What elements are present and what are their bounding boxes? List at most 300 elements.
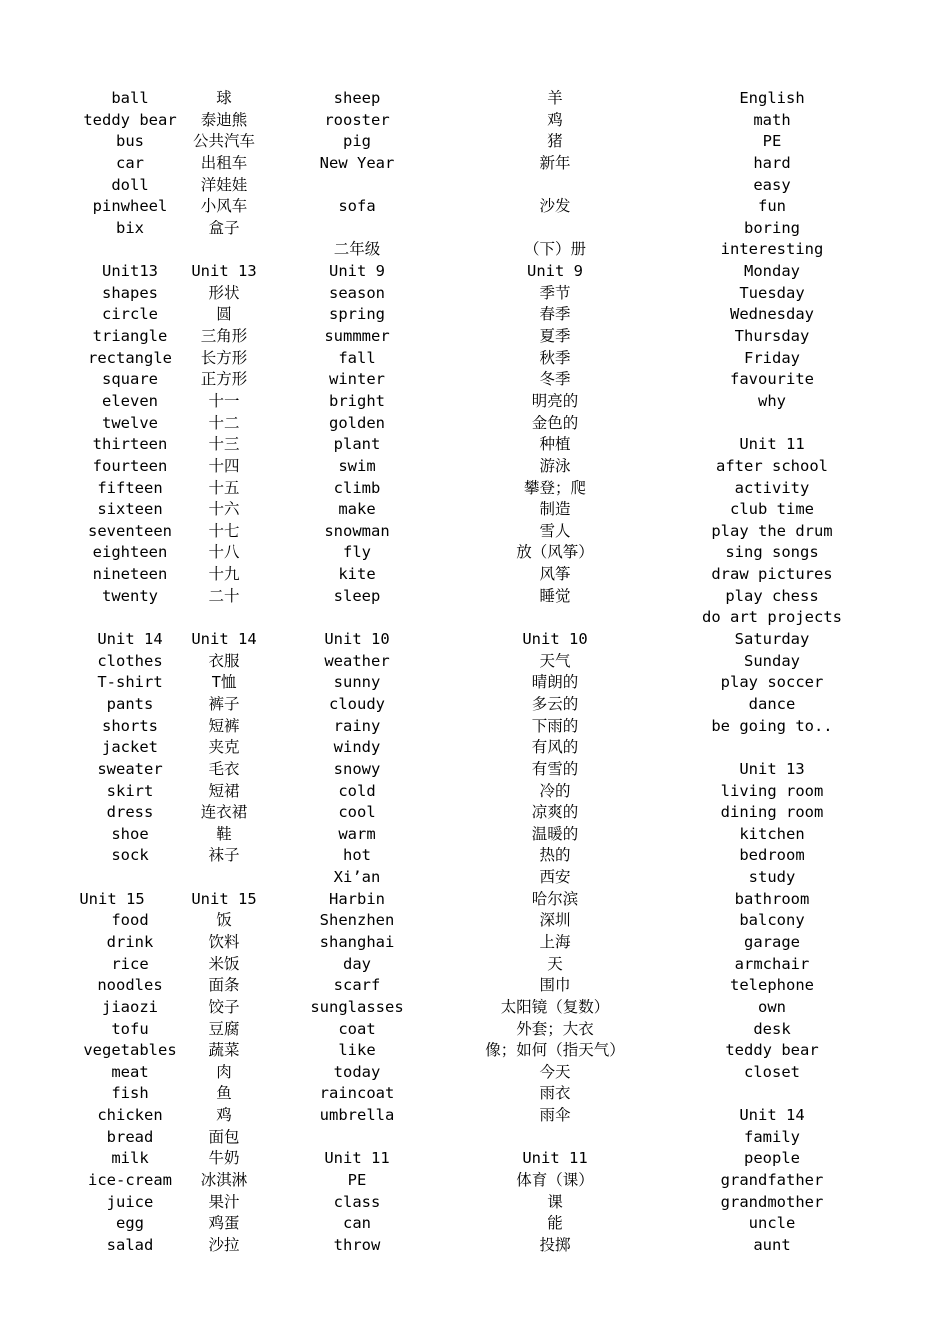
chinese-meaning-cell: 种植 (539, 435, 571, 454)
chinese-meaning-cell: 夏季 (539, 327, 571, 346)
english-word-cell: coat (338, 1019, 376, 1038)
english-word-cell (282, 1127, 432, 1149)
english-word-cell: triangle (92, 327, 168, 346)
english-word-cell: pants (106, 694, 154, 713)
english-word-cell: plant (333, 435, 381, 454)
chinese-meaning-cell: 袜子 (208, 846, 240, 865)
chinese-meaning-cell: 体育（课） (516, 1171, 594, 1190)
english-word-cell: meat (111, 1062, 149, 1081)
english-word-cell: egg (116, 1214, 144, 1233)
table-row (0, 1170, 950, 1192)
chinese-meaning-cell: Unit 9 (527, 262, 583, 281)
english-word-cell: hard (753, 153, 791, 172)
chinese-meaning-cell: 果汁 (208, 1192, 240, 1211)
chinese-meaning-cell: 睡觉 (539, 586, 571, 605)
chinese-meaning-cell: 公共汽车 (192, 132, 255, 151)
chinese-meaning-cell: 放（风筝） (516, 543, 594, 562)
english-word-cell: class (333, 1192, 381, 1211)
english-word-cell: dress (106, 803, 154, 822)
chinese-meaning-cell: 课 (547, 1192, 563, 1211)
english-word-cell: fish (111, 1084, 149, 1103)
english-word-cell: favourite (730, 370, 814, 389)
english-word-cell: season (329, 283, 385, 302)
english-word-cell: cold (338, 781, 376, 800)
chinese-meaning-cell: 豆腐 (208, 1019, 240, 1038)
chinese-meaning-cell: 像；如何（指天气） (485, 1041, 625, 1060)
english-word-cell: sock (111, 846, 149, 865)
chinese-meaning-cell: 下雨的 (531, 716, 579, 735)
chinese-meaning-cell: 温暖的 (531, 824, 579, 843)
english-word-cell: make (338, 500, 376, 519)
chinese-meaning-cell: 外套；大衣 (516, 1019, 594, 1038)
table-row (0, 456, 950, 478)
chinese-meaning-cell: 长方形 (200, 348, 248, 367)
chinese-meaning-cell: 金色的 (531, 413, 579, 432)
chinese-meaning-cell: 十七 (208, 521, 240, 540)
table-row (0, 824, 950, 846)
english-word-cell: shapes (102, 283, 158, 302)
chinese-meaning-cell: 鞋 (216, 824, 232, 843)
chinese-meaning-cell: 十四 (208, 456, 240, 475)
chinese-meaning-cell: 风筝 (539, 565, 571, 584)
table-row (0, 737, 950, 759)
english-word-cell: boring (744, 218, 800, 237)
english-word-cell: circle (102, 305, 158, 324)
table-row (0, 1019, 950, 1041)
chinese-meaning-cell: 多云的 (531, 694, 579, 713)
english-word-cell (682, 413, 862, 435)
chinese-meaning-cell: 短裙 (208, 781, 240, 800)
table-row (0, 716, 950, 738)
table-row (0, 434, 950, 456)
chinese-meaning-cell: 鸡蛋 (208, 1214, 240, 1233)
english-word-cell: sheep (333, 89, 381, 107)
english-word-cell: throw (333, 1235, 381, 1254)
english-word-cell: golden (329, 413, 385, 432)
english-word-cell: Xi’an (333, 868, 381, 887)
table-row (0, 110, 950, 132)
chinese-meaning-cell: 冷的 (539, 781, 571, 800)
table-row (0, 802, 950, 824)
english-word-cell: Unit 13 (739, 759, 805, 778)
english-word-cell: armchair (734, 954, 810, 973)
english-word-cell: warm (338, 824, 376, 843)
chinese-meaning-cell: 春季 (539, 305, 571, 324)
english-word-cell: fourteen (92, 456, 168, 475)
table-row (0, 1127, 950, 1149)
english-word-cell: Unit 14 (97, 630, 163, 649)
english-word-cell: food (111, 911, 149, 930)
english-word-cell: cool (338, 803, 376, 822)
english-word-cell: Monday (744, 262, 800, 281)
english-word-cell: Friday (744, 348, 800, 367)
chinese-meaning-cell: 面包 (208, 1127, 240, 1146)
english-word-cell: sleep (333, 586, 381, 605)
english-word-cell: Unit 15 (79, 889, 145, 908)
chinese-meaning-cell: 饮料 (208, 932, 240, 951)
table-row (0, 175, 950, 197)
english-word-cell: fun (758, 197, 786, 216)
english-word-cell: square (102, 370, 158, 389)
english-word-cell (70, 239, 190, 261)
english-word-cell: car (116, 153, 144, 172)
chinese-meaning-cell: Unit 13 (191, 262, 257, 281)
english-word-cell: shanghai (319, 932, 395, 951)
table-row (0, 153, 950, 175)
chinese-meaning-cell: 饺子 (208, 997, 240, 1016)
table-row (0, 499, 950, 521)
english-word-cell: rice (111, 954, 149, 973)
table-row (0, 1083, 950, 1105)
table-row (0, 1040, 950, 1062)
english-word-cell: sing songs (725, 543, 819, 562)
english-word-cell: salad (106, 1235, 154, 1254)
table-row (0, 1213, 950, 1235)
chinese-meaning-cell: 凉爽的 (531, 803, 579, 822)
chinese-meaning-cell: 秋季 (539, 348, 571, 367)
table-row (0, 304, 950, 326)
table-row (0, 478, 950, 500)
english-word-cell: New Year (319, 153, 395, 172)
english-word-cell: summmer (324, 327, 390, 346)
english-word-cell: twelve (102, 413, 158, 432)
english-word-cell: fall (338, 348, 376, 367)
chinese-meaning-cell: 晴朗的 (531, 673, 579, 692)
english-word-cell: do art projects (702, 608, 842, 627)
chinese-meaning-cell: 十九 (208, 565, 240, 584)
english-word-cell: bedroom (739, 846, 805, 865)
english-word-cell: sweater (97, 759, 163, 778)
english-word-cell: play chess (725, 586, 819, 605)
english-word-cell: ice-cream (88, 1171, 172, 1190)
english-word-cell: Unit 14 (739, 1106, 805, 1125)
chinese-meaning-cell: 饭 (216, 911, 232, 930)
table-row (0, 542, 950, 564)
chinese-meaning-cell: 十一 (208, 391, 240, 410)
table-row (0, 954, 950, 976)
chinese-meaning-cell (174, 239, 274, 261)
chinese-meaning-cell: 投掷 (539, 1235, 571, 1254)
vocabulary-sheet (0, 88, 950, 1257)
english-word-cell: snowman (324, 521, 390, 540)
english-word-cell: today (333, 1062, 381, 1081)
table-row (0, 1148, 950, 1170)
chinese-meaning-cell: 蔬菜 (208, 1041, 240, 1060)
english-word-cell: ball (111, 89, 149, 107)
table-row (0, 1235, 950, 1257)
chinese-meaning-cell: 十六 (208, 500, 240, 519)
table-row (0, 932, 950, 954)
table-row (0, 845, 950, 867)
table-row (0, 910, 950, 932)
chinese-meaning-cell (455, 218, 655, 240)
english-word-cell: aunt (753, 1235, 791, 1254)
english-word-cell: sunglasses (310, 997, 404, 1016)
english-word-cell: seventeen (88, 521, 172, 540)
table-row (0, 283, 950, 305)
english-word-cell: closet (744, 1062, 800, 1081)
chinese-meaning-cell: 泰迪熊 (200, 110, 248, 129)
english-word-cell: bathroom (734, 889, 810, 908)
chinese-meaning-cell: 羊 (547, 89, 563, 107)
english-word-cell: be going to.. (711, 716, 833, 735)
chinese-meaning-cell: （下）册 (523, 240, 586, 259)
chinese-meaning-cell: Unit 15 (191, 889, 257, 908)
chinese-meaning-cell: T恤 (211, 673, 237, 692)
chinese-meaning-cell: 球 (216, 89, 232, 107)
chinese-meaning-cell: 围巾 (539, 976, 571, 995)
chinese-meaning-cell: 游泳 (539, 456, 571, 475)
chinese-meaning-cell: 毛衣 (208, 759, 240, 778)
english-word-cell: garage (744, 932, 800, 951)
english-word-cell: grandfather (720, 1171, 824, 1190)
table-row (0, 694, 950, 716)
english-word-cell: pig (343, 132, 371, 151)
chinese-meaning-cell: 鸡 (216, 1106, 232, 1125)
table-row (0, 651, 950, 673)
english-word-cell: PE (347, 1171, 367, 1190)
chinese-meaning-cell: 天 (547, 954, 563, 973)
chinese-meaning-cell: 新年 (539, 153, 571, 172)
table-row (0, 326, 950, 348)
chinese-meaning-cell: 十五 (208, 478, 240, 497)
english-word-cell: pinwheel (92, 197, 168, 216)
chinese-meaning-cell: 短裤 (208, 716, 240, 735)
english-word-cell: balcony (739, 911, 805, 930)
english-word-cell: sunny (333, 673, 381, 692)
english-word-cell: bix (116, 218, 144, 237)
table-row (0, 672, 950, 694)
english-word-cell: Unit 11 (739, 435, 805, 454)
table-row (0, 521, 950, 543)
english-word-cell: bread (106, 1127, 154, 1146)
chinese-meaning-cell: 圆 (216, 305, 232, 324)
chinese-meaning-cell: 冰淇淋 (200, 1171, 248, 1190)
chinese-meaning-cell: 米饭 (208, 954, 240, 973)
chinese-meaning-cell: 形状 (208, 283, 240, 302)
english-word-cell: skirt (106, 781, 154, 800)
table-row (0, 1192, 950, 1214)
english-word-cell: Unit 9 (329, 262, 385, 281)
english-word-cell: Unit 11 (324, 1149, 390, 1168)
table-row (0, 607, 950, 629)
english-word-cell: play the drum (711, 521, 833, 540)
english-word-cell: Saturday (734, 630, 810, 649)
english-word-cell: bright (329, 391, 385, 410)
english-word-cell (70, 607, 190, 629)
chinese-meaning-cell: Unit 11 (522, 1149, 588, 1168)
chinese-meaning-cell: 今天 (539, 1062, 571, 1081)
chinese-meaning-cell: 冬季 (539, 370, 571, 389)
chinese-meaning-cell (455, 1127, 655, 1149)
english-word-cell: thirteen (92, 435, 168, 454)
english-word-cell: Tuesday (739, 283, 805, 302)
english-word-cell: people (744, 1149, 800, 1168)
english-word-cell: activity (734, 478, 810, 497)
english-word-cell: snowy (333, 759, 381, 778)
chinese-meaning-cell: 肉 (216, 1062, 232, 1081)
chinese-meaning-cell: 西安 (539, 868, 571, 887)
table-row (0, 369, 950, 391)
table-row (0, 759, 950, 781)
chinese-meaning-cell: 制造 (539, 500, 571, 519)
english-word-cell: Wednesday (730, 305, 814, 324)
english-word-cell: day (343, 954, 371, 973)
chinese-meaning-cell: 猪 (547, 132, 563, 151)
english-word-cell: own (758, 997, 786, 1016)
english-word-cell: vegetables (83, 1041, 177, 1060)
english-word-cell: twenty (102, 586, 158, 605)
english-word-cell: eighteen (92, 543, 168, 562)
table-row (0, 867, 950, 889)
table-row (0, 997, 950, 1019)
chinese-meaning-cell: 洋娃娃 (200, 175, 248, 194)
english-word-cell (282, 607, 432, 629)
english-word-cell: sixteen (97, 500, 163, 519)
chinese-meaning-cell: 有风的 (531, 738, 579, 757)
chinese-meaning-cell: 上海 (539, 932, 571, 951)
table-row (0, 586, 950, 608)
english-word-cell: raincoat (319, 1084, 395, 1103)
chinese-meaning-cell: 鱼 (216, 1084, 232, 1103)
english-word-cell: Thursday (734, 327, 810, 346)
chinese-meaning-cell: 出租车 (200, 153, 248, 172)
english-word-cell: why (758, 391, 786, 410)
english-word-cell: dance (748, 694, 796, 713)
english-word-cell: teddy bear (83, 110, 177, 129)
english-word-cell (282, 175, 432, 197)
table-row (0, 564, 950, 586)
english-word-cell: juice (106, 1192, 154, 1211)
chinese-meaning-cell: 十三 (208, 435, 240, 454)
english-word-cell: Harbin (329, 889, 385, 908)
chinese-meaning-cell: 夹克 (208, 738, 240, 757)
english-word-cell: rainy (333, 716, 381, 735)
table-row (0, 889, 950, 911)
english-word-cell: grandmother (720, 1192, 824, 1211)
chinese-meaning-cell (455, 607, 655, 629)
english-word-cell: club time (730, 500, 814, 519)
english-word-cell: uncle (748, 1214, 796, 1233)
english-word-cell: desk (753, 1019, 791, 1038)
english-word-cell: tofu (111, 1019, 149, 1038)
table-row (0, 88, 950, 110)
english-word-cell (70, 867, 190, 889)
english-word-cell: eleven (102, 391, 158, 410)
english-word-cell: 二年级 (333, 240, 381, 259)
chinese-meaning-cell: 热的 (539, 846, 571, 865)
english-word-cell: bus (116, 132, 144, 151)
table-row (0, 1105, 950, 1127)
english-word-cell (282, 218, 432, 240)
english-word-cell: PE (762, 132, 782, 151)
chinese-meaning-cell: 衣服 (208, 651, 240, 670)
english-word-cell: noodles (97, 976, 163, 995)
chinese-meaning-cell: 季节 (539, 283, 571, 302)
chinese-meaning-cell: 二十 (208, 586, 240, 605)
chinese-meaning-cell (174, 607, 274, 629)
chinese-meaning-cell (174, 867, 274, 889)
english-word-cell: cloudy (329, 694, 385, 713)
table-row (0, 413, 950, 435)
english-word-cell: doll (111, 175, 149, 194)
english-word-cell: English (739, 89, 805, 107)
english-word-cell: climb (333, 478, 381, 497)
english-word-cell: dining room (720, 803, 824, 822)
table-row (0, 261, 950, 283)
chinese-meaning-cell: 能 (547, 1214, 563, 1233)
table-row (0, 131, 950, 153)
english-word-cell: family (744, 1127, 800, 1146)
english-word-cell: can (343, 1214, 371, 1233)
chinese-meaning-cell: Unit 14 (191, 630, 257, 649)
english-word-cell: interesting (720, 240, 824, 259)
english-word-cell: winter (329, 370, 385, 389)
english-word-cell: scarf (333, 976, 381, 995)
english-word-cell: rectangle (88, 348, 172, 367)
english-word-cell: drink (106, 932, 154, 951)
chinese-meaning-cell: 小风车 (200, 197, 248, 216)
table-row (0, 629, 950, 651)
english-word-cell: Unit13 (102, 262, 158, 281)
chinese-meaning-cell (455, 175, 655, 197)
english-word-cell: rooster (324, 110, 390, 129)
chinese-meaning-cell: 十二 (208, 413, 240, 432)
chinese-meaning-cell: 盒子 (208, 218, 240, 237)
chinese-meaning-cell: 太阳镜（复数） (500, 997, 610, 1016)
english-word-cell: shorts (102, 716, 158, 735)
chinese-meaning-cell: 鸡 (547, 110, 563, 129)
english-word-cell (682, 737, 862, 759)
chinese-meaning-cell: 雨衣 (539, 1084, 571, 1103)
english-word-cell: like (338, 1041, 376, 1060)
english-word-cell: jacket (102, 738, 158, 757)
english-word-cell: hot (343, 846, 371, 865)
chinese-meaning-cell: 哈尔滨 (531, 889, 579, 908)
chinese-meaning-cell: 裤子 (208, 694, 240, 713)
table-row (0, 239, 950, 261)
english-word-cell: living room (720, 781, 824, 800)
english-word-cell: telephone (730, 976, 814, 995)
english-word-cell: umbrella (319, 1106, 395, 1125)
chinese-meaning-cell: 正方形 (200, 370, 248, 389)
english-word-cell: jiaozi (102, 997, 158, 1016)
table-row (0, 975, 950, 997)
table-row (0, 781, 950, 803)
table-row (0, 196, 950, 218)
english-word-cell: study (748, 868, 796, 887)
english-word-cell: nineteen (92, 565, 168, 584)
english-word-cell: fifteen (97, 478, 163, 497)
english-word-cell: spring (329, 305, 385, 324)
chinese-meaning-cell: 牛奶 (208, 1149, 240, 1168)
english-word-cell: milk (111, 1149, 149, 1168)
english-word-cell: windy (333, 738, 381, 757)
english-word-cell: fly (343, 543, 371, 562)
chinese-meaning-cell: 有雪的 (531, 759, 579, 778)
table-row (0, 348, 950, 370)
chinese-meaning-cell: 沙拉 (208, 1235, 240, 1254)
english-word-cell: kitchen (739, 824, 805, 843)
english-word-cell: kite (338, 565, 376, 584)
chinese-meaning-cell: 十八 (208, 543, 240, 562)
english-word-cell: shoe (111, 824, 149, 843)
english-word-cell: T-shirt (97, 673, 163, 692)
chinese-meaning-cell: 三角形 (200, 327, 248, 346)
english-word-cell: easy (753, 175, 791, 194)
chinese-meaning-cell: 攀登；爬 (523, 478, 586, 497)
chinese-meaning-cell: Unit 10 (522, 630, 588, 649)
